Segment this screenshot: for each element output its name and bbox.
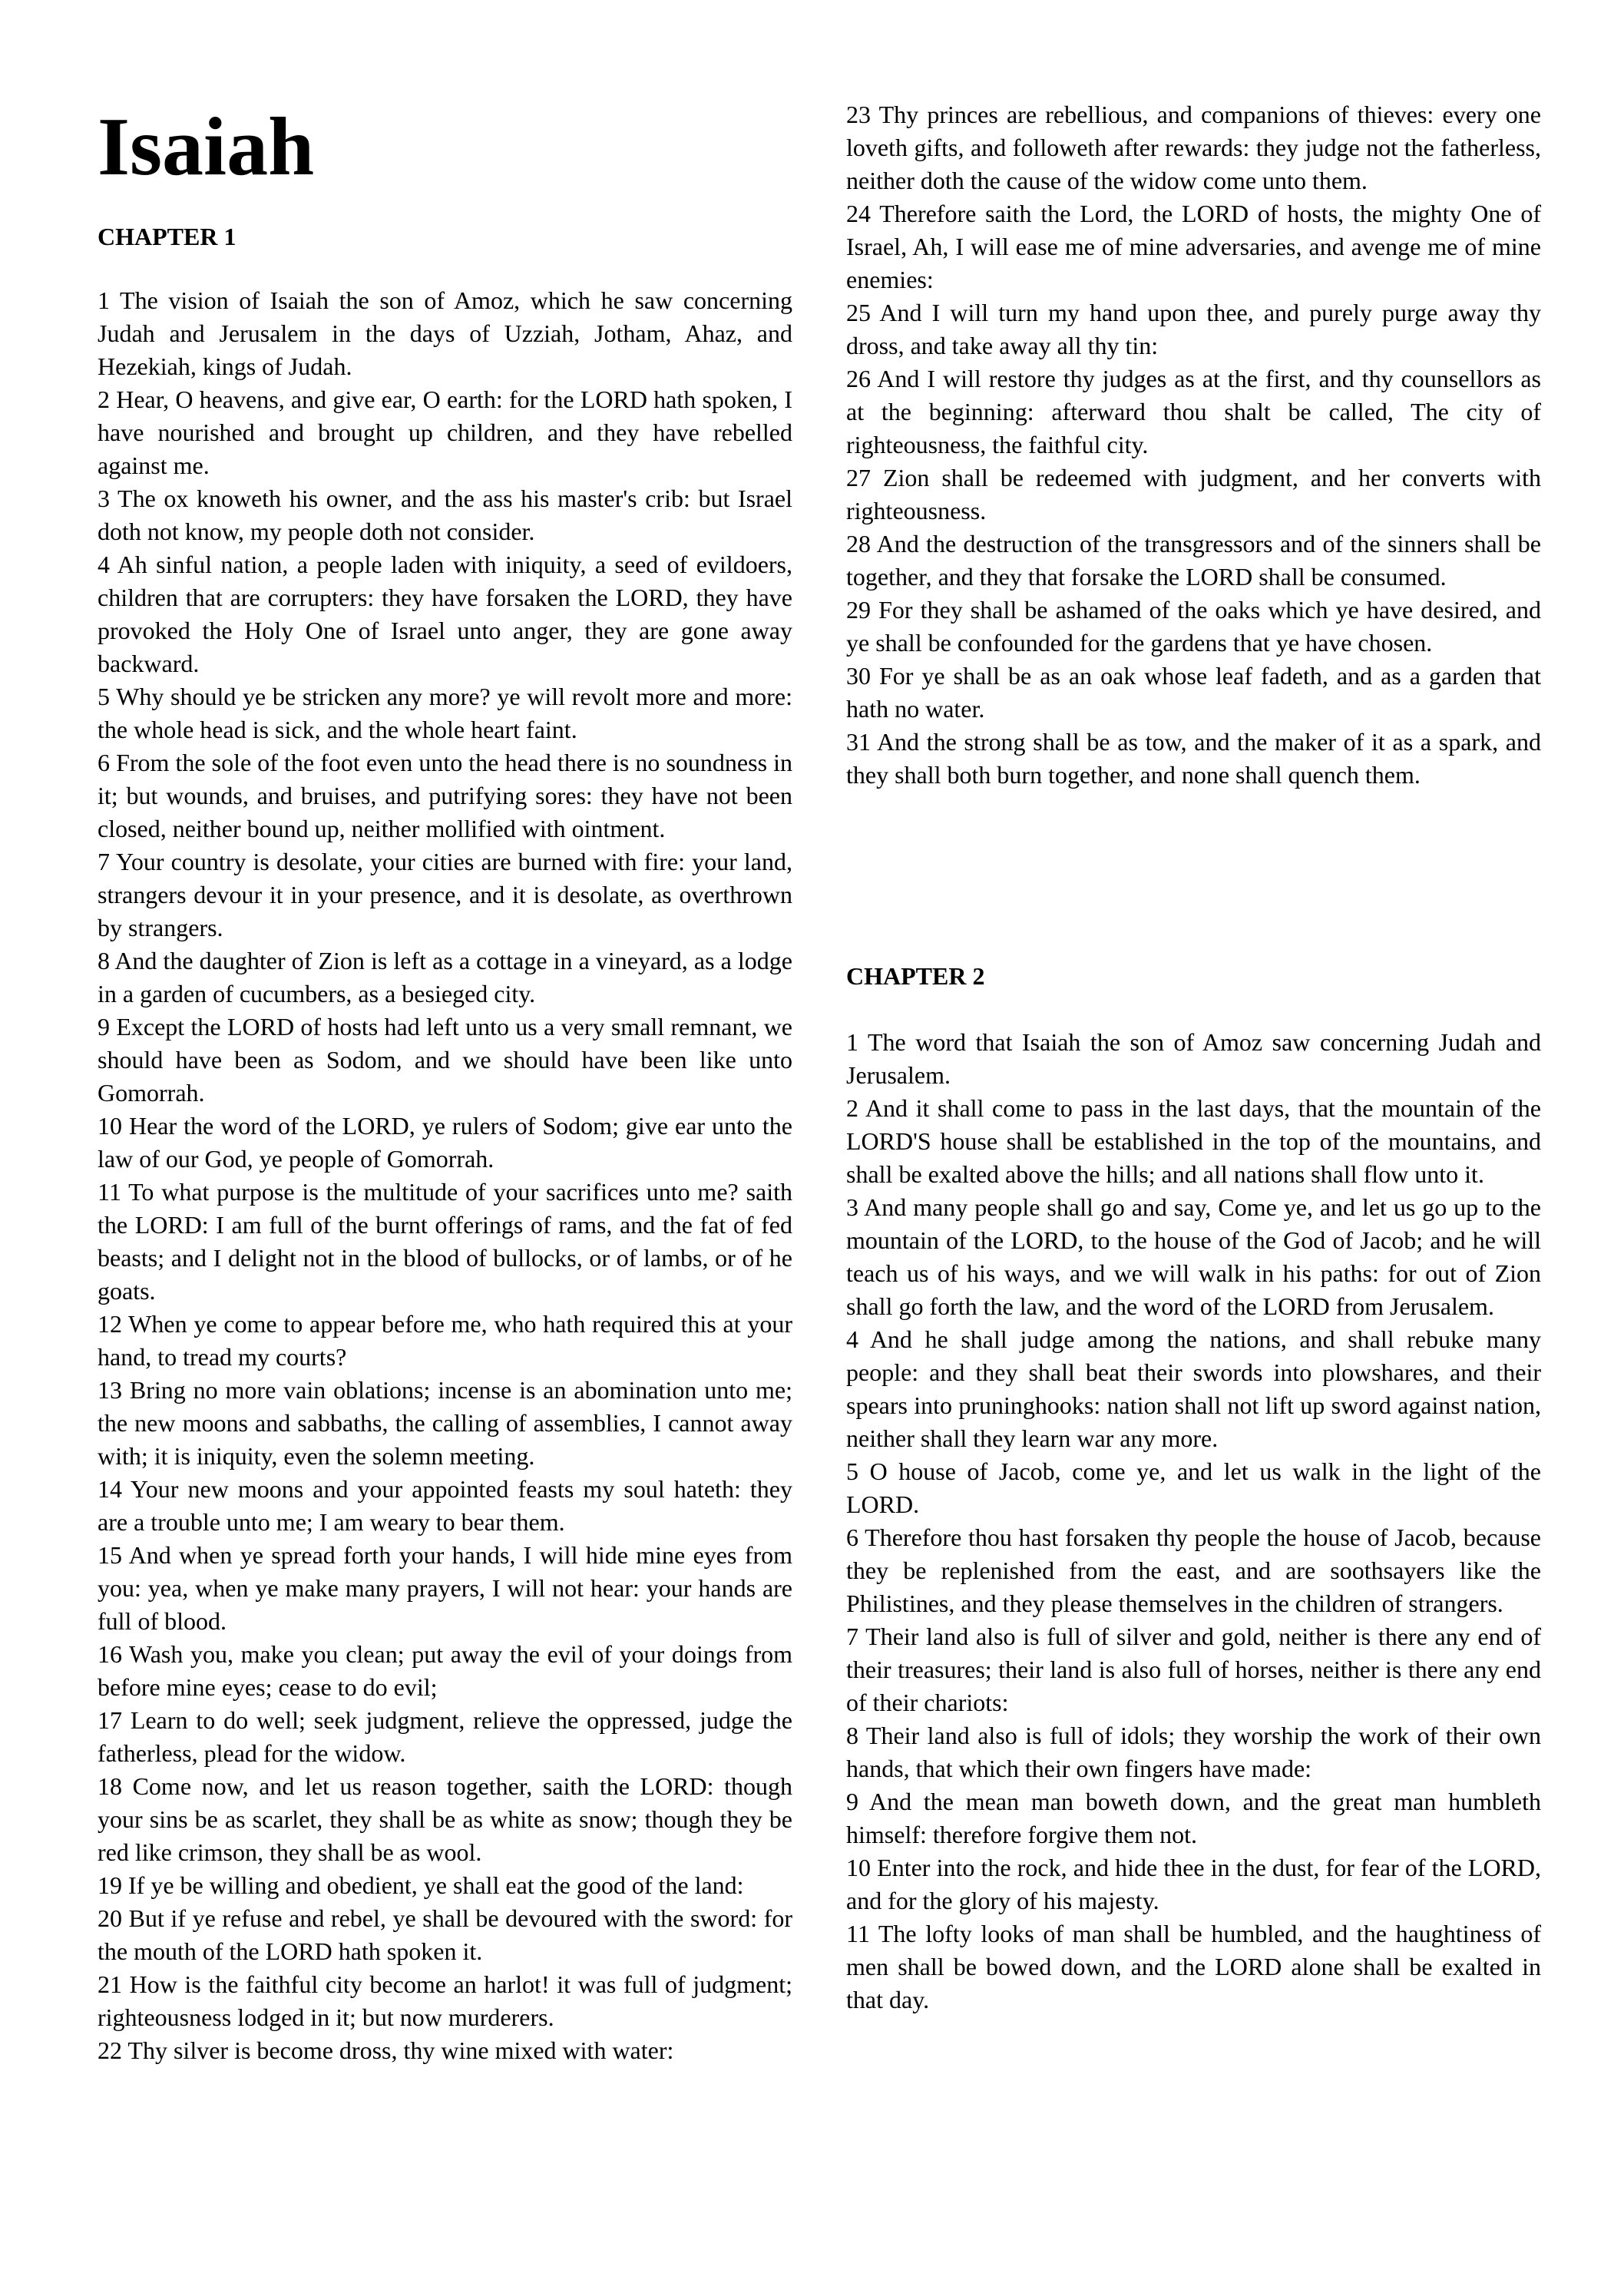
verse: 21 How is the faithful city become an harlot! it was full of judgment; righteousness lodged in it; but now murderers.: [98, 1970, 792, 2031]
chapter-2-verses: [846, 1026, 1541, 2016]
verse: 7 Their land also is full of silver and gold, neither is there any end of their treasures; their land is also full of horses, neither is there any end of their chariots:: [846, 1623, 1541, 1716]
verse: 8 And the daughter of Zion is left as a cottage in a vineyard, as a lodge in a garden of cucumbers, as a besieged city.: [98, 947, 792, 1007]
verse: 1 The word that Isaiah the son of Amoz saw concerning Judah and Jerusalem.: [846, 1028, 1541, 1089]
verse: 4 And he shall judge among the nations, and shall rebuke many people: and they shall beat their swords into plowshares, and their spears into pruninghooks: nation shall not lift up sword against nation, neither shall they learn war any more.: [846, 1325, 1541, 1452]
verse: 7 Your country is desolate, your cities are burned with fire: your land, strangers devour it in your presence, and it is desolate, as overthrown by strangers.: [98, 848, 792, 941]
verse: 8 Their land also is full of idols; they worship the work of their own hands, that which their own fingers have made:: [846, 1722, 1541, 1782]
verse: 27 Zion shall be redeemed with judgment, and her converts with righteousness.: [846, 464, 1541, 524]
verse: 19 If ye be willing and obedient, ye shall eat the good of the land:: [98, 1871, 744, 1899]
verse: 16 Wash you, make you clean; put away the evil of your doings from before mine eyes; cease to do evil;: [98, 1640, 792, 1701]
verse: 11 To what purpose is the multitude of your sacrifices unto me? saith the LORD: I am full of the burnt offerings of rams, and the fat of fed beasts; and I delight not in the blood of bullocks, or of lambs, or of he goats.: [98, 1178, 792, 1305]
verse: 9 Except the LORD of hosts had left unto us a very small remnant, we should have been as Sodom, and we should have been like unto Gomorrah.: [98, 1013, 792, 1107]
verse: 28 And the destruction of the transgressors and of the sinners shall be together, and they that forsake the LORD shall be consumed.: [846, 530, 1541, 591]
verse: 12 When ye come to appear before me, who hath required this at your hand, to tread my courts?: [98, 1310, 792, 1371]
chapter-1-verses: [98, 284, 792, 2067]
verse: 6 From the sole of the foot even unto the head there is no soundness in it; but wounds, and bruises, and putrifying sores: they have not been closed, neither bound up, neither mollified with ointment.: [98, 749, 792, 842]
chapter-2-heading: CHAPTER 2: [846, 962, 985, 990]
verse: 3 And many people shall go and say, Come ye, and let us go up to the mountain of the LORD, to the house of the God of Jacob; and he will teach us of his ways, and we will walk in his paths: for out of Zion shall go forth the law, and the word of the LORD from Jerusalem.: [846, 1193, 1541, 1320]
chapter-1-continued-verses: [846, 98, 1541, 792]
verse: 17 Learn to do well; seek judgment, relieve the oppressed, judge the fatherless, plead for the widow.: [98, 1706, 792, 1767]
verse: 26 And I will restore thy judges as at the first, and thy counsellors as at the beginning: afterward thou shalt be called, The city of righteousness, the faithful city.: [846, 365, 1541, 458]
book-title: Isaiah: [98, 101, 315, 193]
verse: 3 The ox knoweth his owner, and the ass his master's crib: but Israel doth not know, my people doth not consider.: [98, 485, 792, 545]
verse: 4 Ah sinful nation, a people laden with iniquity, a seed of evildoers, children that are corrupters: they have forsaken the LORD, they have provoked the Holy One of Israel unto anger, they are gone away backward.: [98, 551, 792, 677]
verse: 25 And I will turn my hand upon thee, and purely purge away thy dross, and take away all thy tin:: [846, 299, 1541, 359]
verse: 10 Enter into the rock, and hide thee in the dust, for fear of the LORD, and for the glory of his majesty.: [846, 1854, 1541, 1914]
verse: 1 The vision of Isaiah the son of Amoz, which he saw concerning Judah and Jerusalem in the days of Uzziah, Jotham, Ahaz, and Hezekiah, kings of Judah.: [98, 286, 792, 380]
verse: 15 And when ye spread forth your hands, I will hide mine eyes from you: yea, when ye make many prayers, I will not hear: your hands are full of blood.: [98, 1541, 792, 1635]
verse: 2 And it shall come to pass in the last days, that the mountain of the LORD'S house shall be established in the top of the mountains, and shall be exalted above the hills; and all nations shall flow unto it.: [846, 1094, 1541, 1188]
verse: 31 And the strong shall be as tow, and the maker of it as a spark, and they shall both burn together, and none shall quench them.: [846, 728, 1541, 789]
verse: 20 But if ye refuse and rebel, ye shall be devoured with the sword: for the mouth of the LORD hath spoken it.: [98, 1904, 792, 1965]
verse: 24 Therefore saith the Lord, the LORD of hosts, the mighty One of Israel, Ah, I will ease me of mine adversaries, and avenge me of mine enemies:: [846, 200, 1541, 293]
verse: 5 O house of Jacob, come ye, and let us walk in the light of the LORD.: [846, 1457, 1541, 1518]
verse: 6 Therefore thou hast forsaken thy people the house of Jacob, because they be replenished from the east, and are soothsayers like the Philistines, and they please themselves in the children of strangers.: [846, 1523, 1541, 1617]
verse: 10 Hear the word of the LORD, ye rulers of Sodom; give ear unto the law of our God, ye people of Gomorrah.: [98, 1112, 792, 1173]
verse: 5 Why should ye be stricken any more? ye will revolt more and more: the whole head is sick, and the whole heart faint.: [98, 683, 792, 743]
verse: 2 Hear, O heavens, and give ear, O earth: for the LORD hath spoken, I have nourished and brought up children, and they have rebelled against me.: [98, 385, 792, 479]
verse: 29 For they shall be ashamed of the oaks which ye have desired, and ye shall be confounded for the gardens that ye have chosen.: [846, 596, 1541, 657]
verse: 9 And the mean man boweth down, and the great man humbleth himself: therefore forgive them not.: [846, 1788, 1541, 1848]
verse: 22 Thy silver is become dross, thy wine mixed with water:: [98, 2036, 674, 2064]
chapter-1-heading: CHAPTER 1: [98, 223, 236, 250]
verse: 11 The lofty looks of man shall be humbled, and the haughtiness of men shall be bowed down, and the LORD alone shall be exalted in that day.: [846, 1920, 1541, 2013]
verse: 30 For ye shall be as an oak whose leaf fadeth, and as a garden that hath no water.: [846, 662, 1541, 723]
verse: 14 Your new moons and your appointed feasts my soul hateth: they are a trouble unto me; I am weary to bear them.: [98, 1475, 792, 1536]
verse: 23 Thy princes are rebellious, and companions of thieves: every one loveth gifts, and followeth after rewards: they judge not the fatherless, neither doth the cause of the widow come unto them.: [846, 101, 1541, 194]
verse: 13 Bring no more vain oblations; incense is an abomination unto me; the new moons and sabbaths, the calling of assemblies, I cannot away with; it is iniquity, even the solemn meeting.: [98, 1376, 792, 1470]
verse: 18 Come now, and let us reason together, saith the LORD: though your sins be as scarlet, they shall be as white as snow; though they be red like crimson, they shall be as wool.: [98, 1772, 792, 1866]
